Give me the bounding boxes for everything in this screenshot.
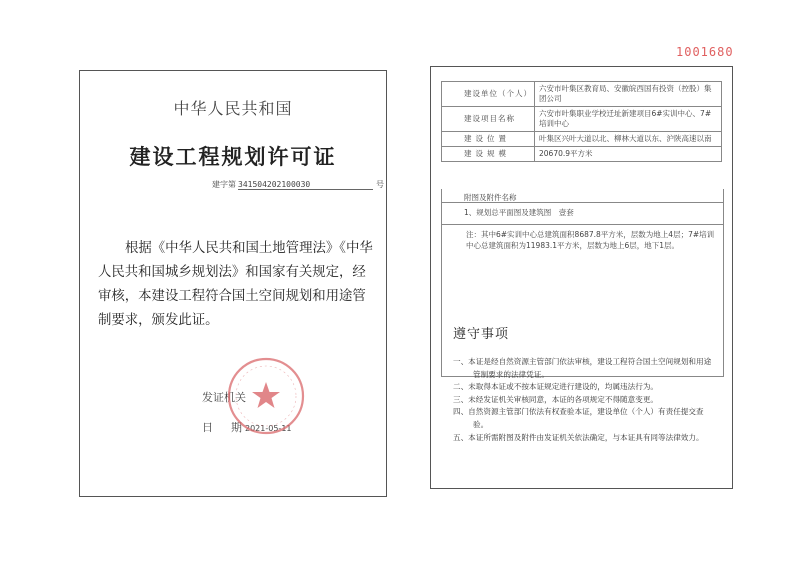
row-value: 六安市叶集区教育局、安徽皖西国有投资（控股）集团公司 bbox=[535, 82, 722, 107]
table-row bbox=[442, 107, 722, 132]
row-label: 建设规模 bbox=[442, 147, 535, 162]
certificate-number-line bbox=[212, 179, 384, 190]
row-label: 建设单位（个人） bbox=[442, 82, 535, 107]
issuer-label: 发证机关 bbox=[202, 391, 246, 404]
row-value: 叶集区兴叶大道以北、柳林大道以东、沪陕高速以南 bbox=[535, 132, 722, 147]
country-name: 中华人民共和国 bbox=[173, 99, 293, 118]
certificate-body-text: 根据《中华人民共和国土地管理法》《中华人民共和国城乡规划法》和国家有关规定，经审核，本建设工程符合国土空间规划和用途管制要求，颁发此证。 bbox=[98, 241, 373, 328]
cert-number-suffix: 号 bbox=[376, 180, 384, 189]
attachment-note: 注：其中6#实训中心总建筑面积8687.8平方米，层数为地上4层；7#培训中心总建筑面积为11983.1平方米，层数为地上6层，地下1层。 bbox=[442, 224, 723, 251]
table-row bbox=[442, 147, 722, 162]
certificate-detail-page bbox=[430, 66, 733, 489]
attachments-header: 附图及附件名称 bbox=[442, 189, 723, 203]
table-row bbox=[442, 132, 722, 147]
attachment-item: 1、规划总平面图及建筑图 壹套 bbox=[464, 208, 574, 217]
rule-item: 四、自然资源主管部门依法有权查验本证，建设单位（个人）有责任提交查验。 bbox=[453, 407, 704, 429]
date-label-2: 期 bbox=[231, 421, 242, 434]
rule-item: 一、本证是经自然资源主管部门依法审核，建设工程符合国土空间规划和用途管制要求的法律凭证。 bbox=[453, 357, 712, 379]
cert-number-label: 建字第 bbox=[212, 180, 236, 189]
serial-number: 1001680 bbox=[676, 45, 734, 59]
rules-title: 遵守事项 bbox=[453, 327, 510, 342]
row-label: 建设位置 bbox=[442, 132, 535, 147]
official-seal-icon bbox=[226, 356, 306, 436]
rule-item: 二、未取得本证或不按本证规定进行建设的，均属违法行为。 bbox=[453, 382, 659, 392]
rule-item: 三、未经发证机关审核同意，本证的各项规定不得随意变更。 bbox=[453, 394, 659, 404]
project-info-table bbox=[441, 81, 722, 162]
cert-number-value: 341504202100030 bbox=[238, 180, 373, 190]
row-value: 20670.9平方米 bbox=[535, 147, 722, 162]
rule-item: 五、本证所需附图及附件由发证机关依法确定，与本证具有同等法律效力。 bbox=[453, 432, 704, 442]
table-row bbox=[442, 82, 722, 107]
row-label: 建设项目名称 bbox=[442, 107, 535, 132]
certificate-cover-page bbox=[79, 70, 387, 497]
date-label-1: 日 bbox=[202, 421, 213, 434]
attachments-box bbox=[441, 189, 724, 377]
certificate-title: 建设工程规划许可证 bbox=[129, 145, 337, 169]
row-value: 六安市叶集职业学校迁址新建项目6#实训中心、7#培训中心 bbox=[535, 107, 722, 132]
issue-date-value: 2021-05-11 bbox=[245, 424, 292, 433]
rules-list bbox=[453, 356, 715, 444]
